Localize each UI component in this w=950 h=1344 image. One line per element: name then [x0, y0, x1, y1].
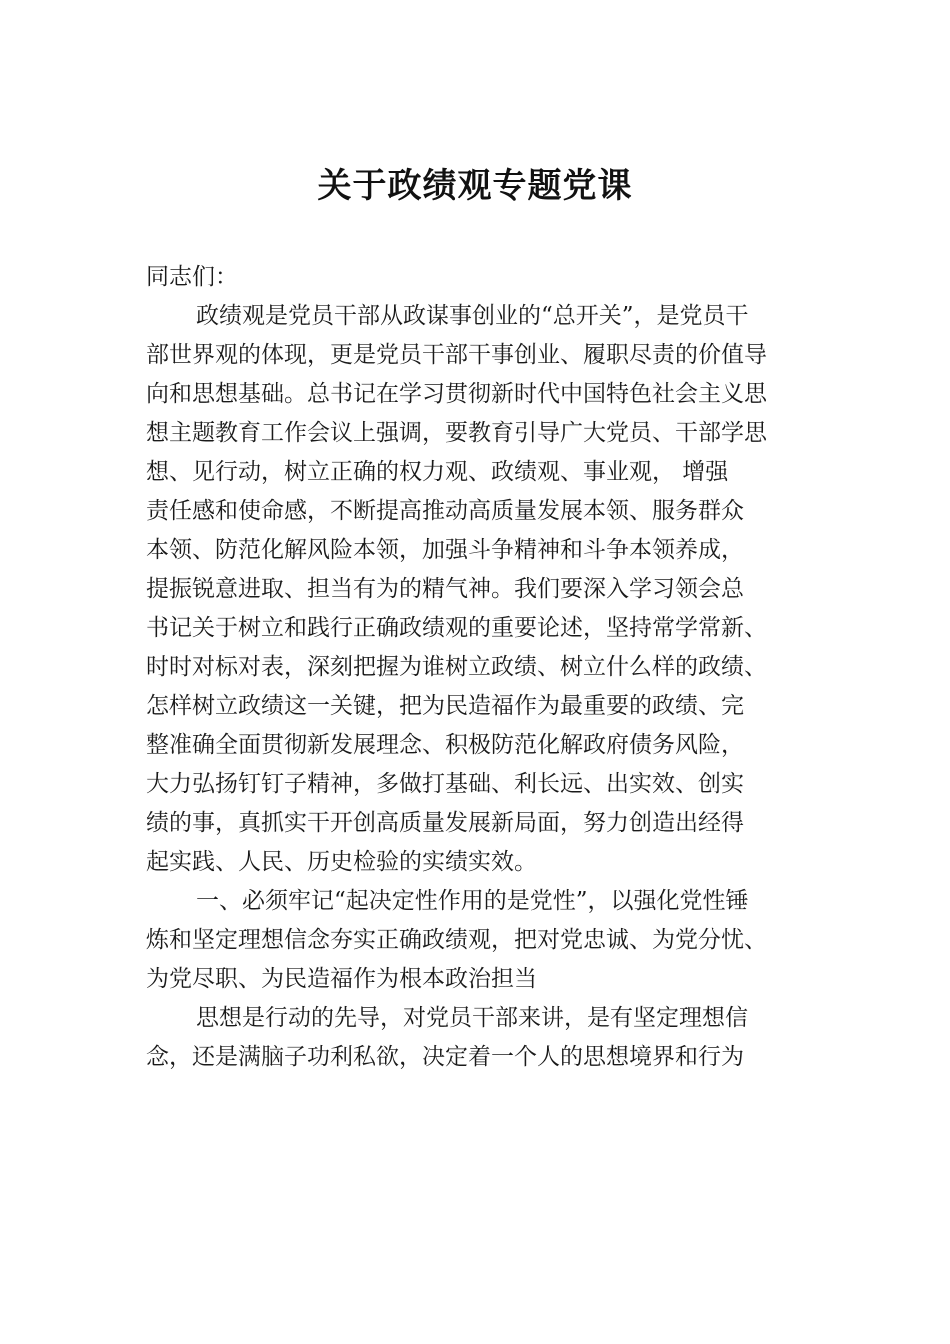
body-line: 思想是行动的先导，对党员干部来讲，是有坚定理想信: [196, 1005, 748, 1031]
document-body: [146, 258, 836, 1077]
body-line: 整准确全面贯彻新发展理念、积极防范化解政府债务风险，: [146, 732, 744, 758]
body-line: 书记关于树立和践行正确政绩观的重要论述，坚持常学常新、: [146, 615, 767, 641]
body-line: 想、见行动，树立正确的权力观、政绩观、事业观， 增强: [146, 459, 729, 485]
body-line: 本领、防范化解风险本领，加强斗争精神和斗争本领养成，: [146, 537, 744, 563]
body-line: 政绩观是党员干部从政谋事创业的“总开关”，是党员干: [196, 303, 749, 329]
body-line: 想主题教育工作会议上强调，要教育引导广大党员、干部学思: [146, 420, 767, 446]
body-line: 念，还是满脑子功利私欲，决定着一个人的思想境界和行为: [146, 1044, 744, 1070]
body-line: 部世界观的体现，更是党员干部干事创业、履职尽责的价值导: [146, 342, 767, 368]
body-line: 起实践、人民、历史检验的实绩实效。: [146, 849, 537, 875]
body-line: 向和思想基础。总书记在学习贯彻新时代中国特色社会主义思: [146, 381, 767, 407]
body-line: 责任感和使命感，不断提高推动高质量发展本领、服务群众: [146, 498, 744, 524]
body-line: 大力弘扬钉钉子精神，多做打基础、利长远、出实效、创实: [146, 771, 744, 797]
body-line: 一、必须牢记“起决定性作用的是党性”，以强化党性锤: [196, 888, 749, 914]
body-line: 提振锐意进取、担当有为的精气神。我们要深入学习领会总: [146, 576, 744, 602]
body-line: 为党尽职、为民造福作为根本政治担当: [146, 966, 537, 992]
body-line: 同志们：: [146, 264, 238, 290]
body-line: 怎样树立政绩这一关键，把为民造福作为最重要的政绩、完: [146, 693, 744, 719]
document-title: 关于政绩观专题党课: [317, 166, 633, 206]
body-line: 绩的事，真抓实干开创高质量发展新局面，努力创造出经得: [146, 810, 744, 836]
body-line: 时时对标对表，深刻把握为谁树立政绩、树立什么样的政绩、: [146, 654, 767, 680]
body-line: 炼和坚定理想信念夯实正确政绩观，把对党忠诚、为党分忧、: [146, 927, 767, 953]
